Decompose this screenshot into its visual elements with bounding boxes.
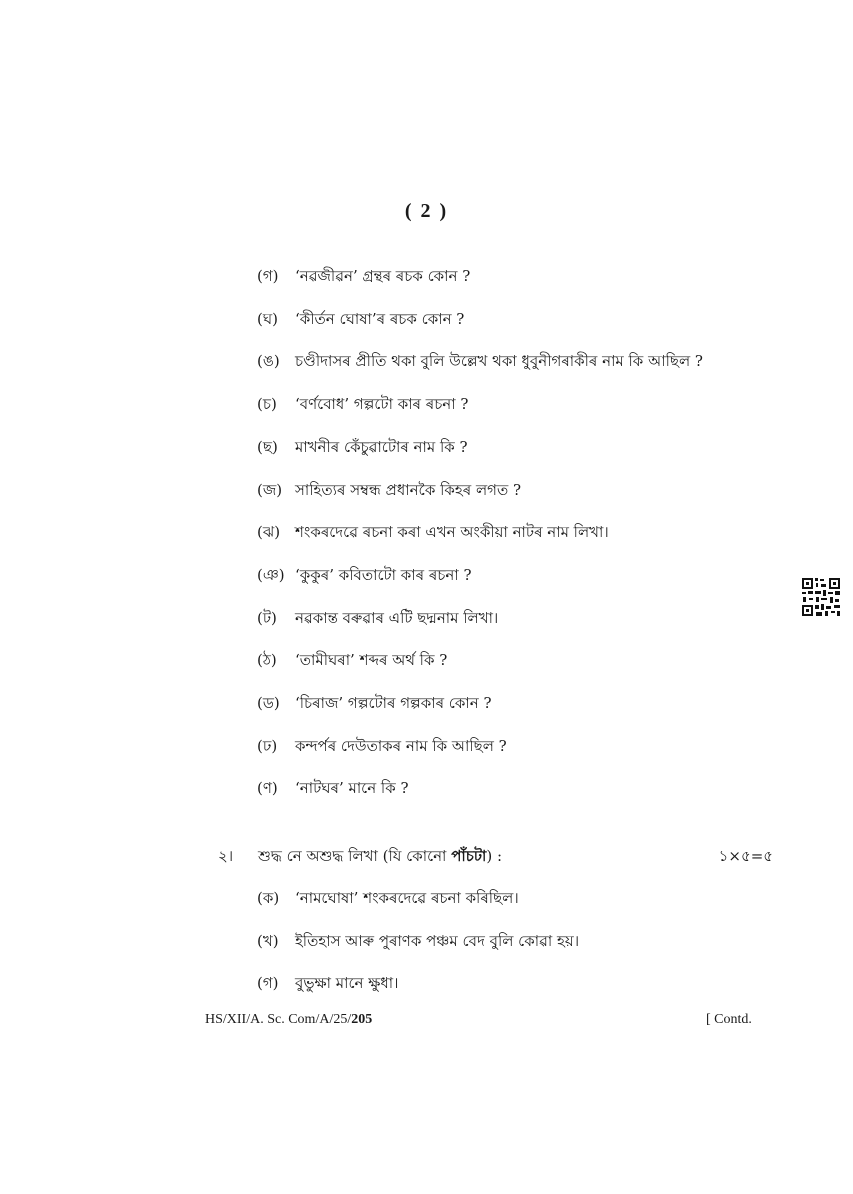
question-label: (গ): [257, 267, 279, 285]
qr-code-icon: [801, 577, 841, 617]
question-label: (জ): [257, 481, 283, 499]
page-number: ( 2 ): [404, 200, 449, 222]
question-label: (ণ): [257, 779, 278, 797]
question-label: (ট): [257, 609, 277, 627]
question-label: (ঢ): [257, 737, 278, 755]
question-item: [257, 476, 777, 504]
continued-label: [ Contd.: [706, 1012, 752, 1027]
statement-label: (ক): [257, 889, 280, 907]
question-text: ‘চিৰাজ’ গল্পটোৰ গল্পকাৰ কোন ?: [295, 694, 492, 712]
question-label: (ছ): [257, 438, 278, 456]
question-text: ‘নৱজীৱন’ গ্ৰন্থৰ ৰচক কোন ?: [295, 267, 471, 285]
question-label: (ঘ): [257, 310, 278, 328]
section-number: ২।: [218, 847, 234, 865]
question-item: [257, 390, 777, 418]
question-item: [257, 305, 777, 333]
question-item: [257, 262, 777, 290]
paper-code-number: 205: [351, 1012, 373, 1027]
question-text: সাহিত্যৰ সম্বন্ধ প্ৰধানকৈ কিহৰ লগত ?: [295, 481, 522, 499]
question-item: [257, 732, 777, 760]
statement-label: (গ): [257, 974, 279, 992]
statement-text: ইতিহাস আৰু পুৰাণক পঞ্চম বেদ বুলি কোৱা হয়।: [295, 932, 580, 950]
question-text: নৱকান্ত বৰুৱাৰ এটি ছদ্মনাম লিখা।: [295, 609, 499, 627]
question-item: [257, 347, 777, 375]
question-label: (ঠ): [257, 651, 277, 669]
question-item: [257, 774, 777, 802]
statement-text: ‘নামঘোষা’ শংকৰদেৱে ৰচনা কৰিছিল।: [295, 889, 519, 907]
question-text: কন্দৰ্পৰ দেউতাকৰ নাম কি আছিল ?: [295, 737, 507, 755]
statement-label: (খ): [257, 932, 279, 950]
question-item: [257, 646, 777, 674]
question-label: (ঞ): [257, 566, 285, 584]
section-instruction-bold: পাঁচটা: [451, 847, 487, 865]
question-text: মাখনীৰ কেঁচুৱাটোৰ নাম কি ?: [295, 438, 468, 456]
question-text: ‘নাটঘৰ’ মানে কি ?: [295, 779, 409, 797]
question-text: ‘তামীঘৰা’ শব্দৰ অৰ্থ কি ?: [295, 651, 448, 669]
section-instruction-start: শুদ্ধ নে অশুদ্ধ লিখা (যি কোনো: [258, 847, 447, 865]
question-text: চণ্ডীদাসৰ প্ৰীতি থকা বুলি উল্লেখ থকা ধুবুনীগৰাকীৰ নাম কি আছিল ?: [295, 352, 703, 370]
section-instruction-end: ) :: [486, 847, 503, 865]
paper-code-prefix: HS/XII/A. Sc. Com/A/25/: [205, 1012, 352, 1027]
question-label: (ড): [257, 694, 280, 712]
question-label: (ঝ): [257, 523, 281, 541]
question-item: [257, 433, 777, 461]
question-item: [257, 561, 777, 589]
question-label: (ঙ): [257, 352, 280, 370]
statement-item: [257, 969, 777, 997]
section-2-header: [218, 842, 773, 870]
question-item: [257, 689, 777, 717]
question-label: (চ): [257, 395, 277, 413]
section-instruction: [258, 842, 502, 870]
statement-text: বুভুক্ষা মানে ক্ষুধা।: [295, 974, 399, 992]
statement-item: [257, 884, 777, 912]
statement-item: [257, 927, 777, 955]
section-marks: ১×৫=৫: [718, 847, 773, 865]
question-item: [257, 518, 777, 546]
question-text: ‘কুকুৰ’ কবিতাটো কাৰ ৰচনা ?: [295, 566, 472, 584]
question-text: ‘কীৰ্তন ঘোষা’ৰ ৰচক কোন ?: [295, 310, 465, 328]
question-text: ‘বৰ্ণবোধ’ গল্পটো কাৰ ৰচনা ?: [295, 395, 469, 413]
paper-code: [205, 1012, 372, 1028]
question-item: [257, 604, 777, 632]
question-text: শংকৰদেৱে ৰচনা কৰা এখন অংকীয়া নাটৰ নাম লিখা।: [295, 523, 609, 541]
